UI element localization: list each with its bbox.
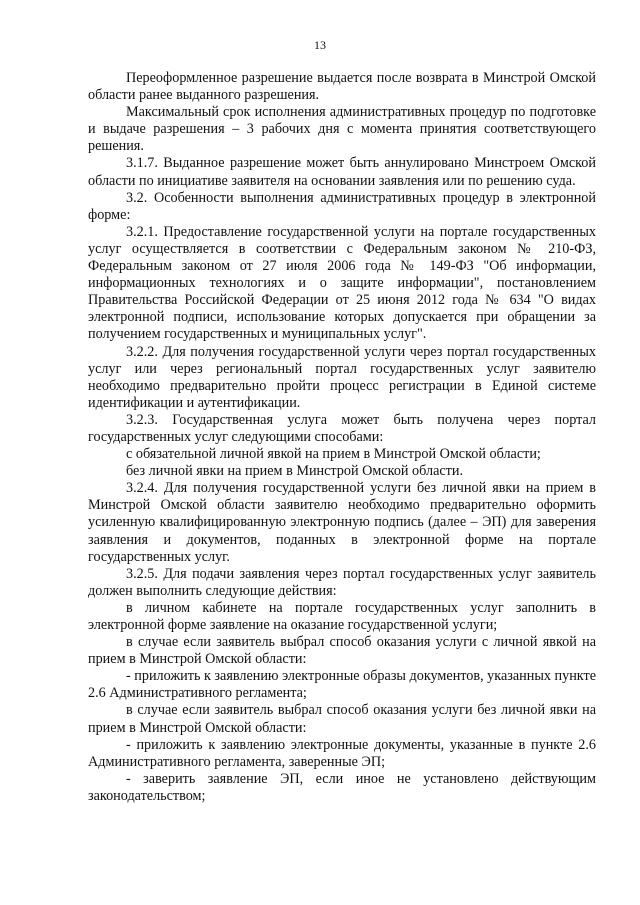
page-number: 13 [314,38,326,52]
paragraph-3-1-7: 3.1.7. Выданное разрешение может быть аннулировано Минстроем Омской области по инициативе заявителя на основании заявления или по решению суда. [88,155,596,189]
paragraph-3-2-5: 3.2.5. Для подачи заявления через портал государственных услуг заявитель должен выполнить следующие действия: [88,565,596,599]
list-item-attach-images: - приложить к заявлению электронные образы документов, указанных пункте 2.6 Административного регламента; [88,668,596,702]
paragraph-3-2-2: 3.2.2. Для получения государственной услуги через портал государственных услуг или через региональный портал государственных услуг заявителю необходимо предварительно пройти процесс регистрации в Единой системе идентификации и аутентификации. [88,343,596,411]
document-body [88,70,596,805]
paragraph-3-2-4: 3.2.4. Для получения государственной услуги без личной явки на прием в Минстрой Омской области заявителю необходимо предварительно оформить усиленную квалифицированную электронную подпись (далее – ЭП) для заверения заявления и документов, поданных в электронной форме на портале государственных услуг. [88,480,596,565]
list-item-with-visit: с обязательной личной явкой на прием в Минстрой Омской области; [126,446,541,463]
paragraph-reissued-permit: Переоформленное разрешение выдается после возврата в Минстрой Омской области ранее выданного разрешения. [88,70,596,104]
list-item-attach-documents: - приложить к заявлению электронные документы, указанные в пункте 2.6 Административного регламента, заверенные ЭП; [88,736,596,770]
list-item-fill-form: в личном кабинете на портале государственных услуг заполнить в электронной форме заявление на оказание государственной услуги; [88,599,596,633]
paragraph-3-2-3: 3.2.3. Государственная услуга может быть получена через портал государственных услуг следующими способами: [88,411,596,445]
paragraph-max-term: Максимальный срок исполнения административных процедур по подготовке и выдаче разрешения – 3 рабочих дня с момента принятия соответствующего решения. [88,104,596,155]
list-item-case-without-visit: в случае если заявитель выбрал способ оказания услуги без личной явки на прием в Минстрой Омской области: [88,702,596,736]
paragraph-3-2-1: 3.2.1. Предоставление государственной услуги на портале государственных услуг осуществляется в соответствии с Федеральным законом № 210-ФЗ, Федеральным законом от 27 июля 2006 года № 149-ФЗ "Об информации, информационных технологиях и о защите информации", постановлением Правительства Российской Федерации от 25 июня 2012 года № 634 "О видах электронной подписи, использование которых допускается при обращении за получением государственных и муниципальных услуг". [88,223,596,343]
paragraph-3-2: 3.2. Особенности выполнения административных процедур в электронной форме: [88,189,596,223]
list-item-sign-application: - заверить заявление ЭП, если иное не установлено действующим законодательством; [88,770,596,804]
list-item-case-with-visit: в случае если заявитель выбрал способ оказания услуги с личной явкой на прием в Минстрой Омской области: [88,634,596,668]
list-item-without-visit: без личной явки на прием в Минстрой Омской области. [126,463,464,480]
